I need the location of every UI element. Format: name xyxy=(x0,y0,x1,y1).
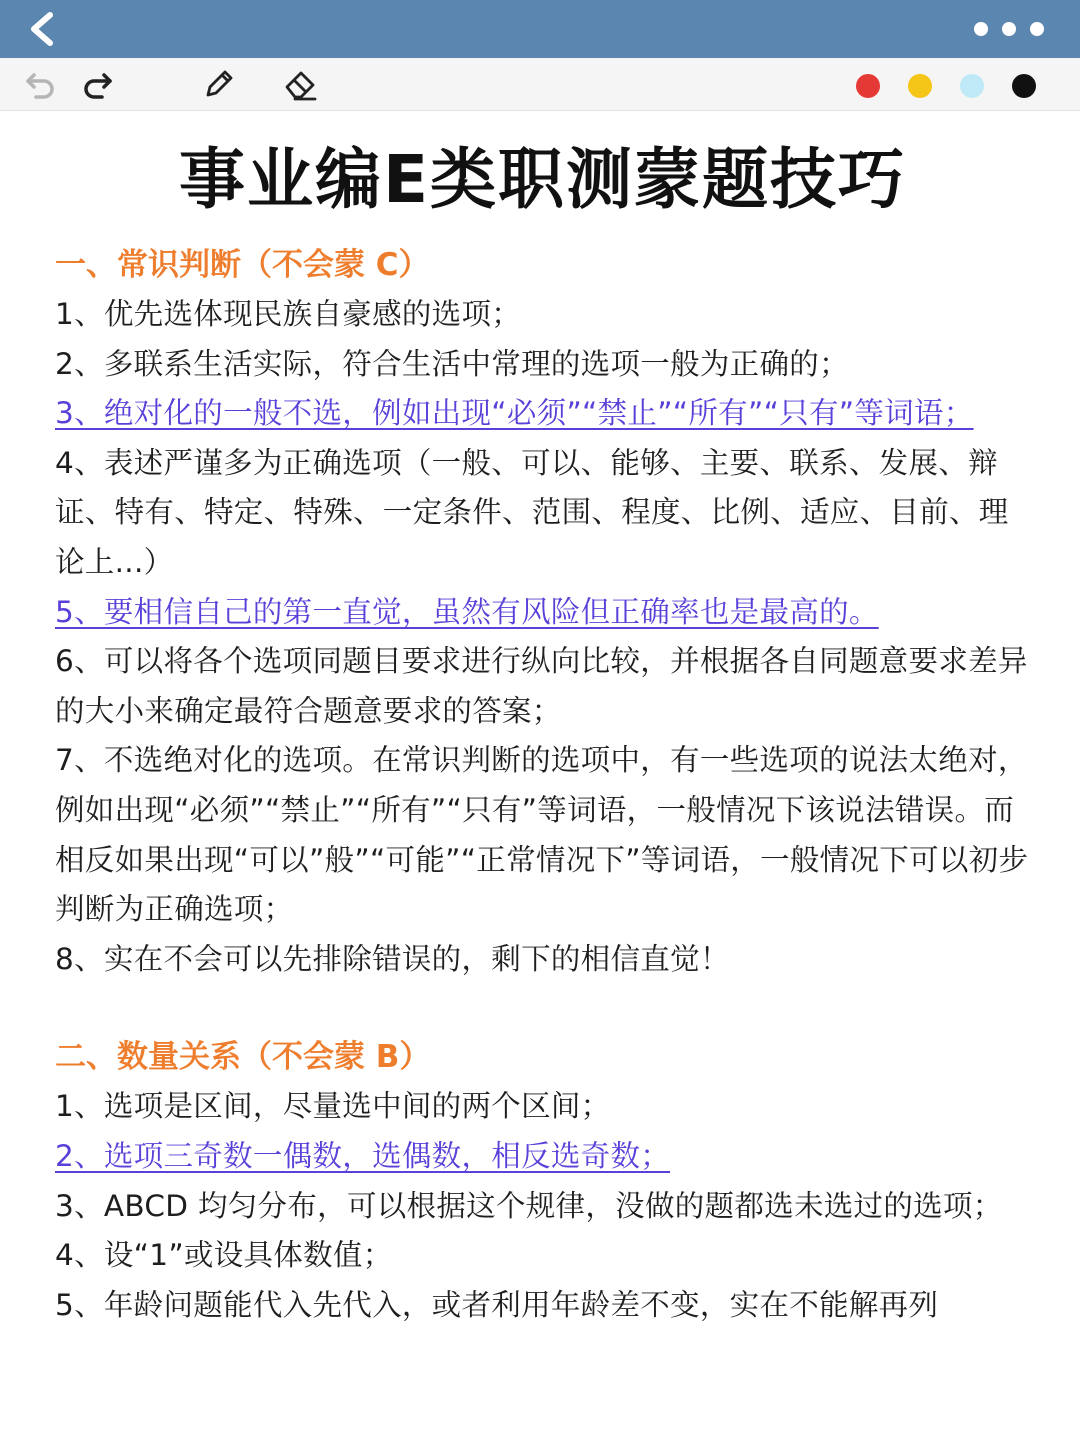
section-common-sense xyxy=(55,240,1030,984)
top-bar xyxy=(0,0,1080,58)
list-item: 3、ABCD 均匀分布，可以根据这个规律，没做的题都选未选过的选项； xyxy=(55,1188,1003,1223)
list-item-link[interactable]: 3、绝对化的一般不选，例如出现“必须”“禁止”“所有”“只有”等词语； xyxy=(55,396,974,431)
section-heading: 一、常识判断（不会蒙 C） xyxy=(55,247,430,283)
section-heading: 二、数量关系（不会蒙 B） xyxy=(55,1039,431,1076)
list-item: 6、可以将各个选项同题目要求进行纵向比较，并根据各自同题意要求差异的大小来确定最符合题意要求的答案； xyxy=(55,644,1028,728)
eraser-icon xyxy=(281,66,319,102)
list-item: 5、年龄问题能代入先代入，或者利用年龄差不变，实在不能解再列 xyxy=(55,1287,939,1322)
more-dots-icon xyxy=(974,22,988,36)
color-swatch-red[interactable] xyxy=(856,74,880,98)
pencil-icon xyxy=(200,66,236,102)
back-button[interactable] xyxy=(18,6,64,52)
list-item: 1、选项是区间，尽量选中间的两个区间； xyxy=(55,1089,611,1124)
pen-tool[interactable] xyxy=(198,64,238,104)
list-item: 2、多联系生活实际，符合生活中常理的选项一般为正确的； xyxy=(55,346,849,381)
color-swatch-yellow[interactable] xyxy=(908,74,932,98)
list-item: 4、表述严谨多为正确选项（一般、可以、能够、主要、联系、发展、辩证、特有、特定、特殊、一定条件、范围、程度、比例、适应、目前、理论上...） xyxy=(55,445,1009,579)
color-swatch-black[interactable] xyxy=(1012,74,1036,98)
redo-button[interactable] xyxy=(78,64,118,104)
list-item: 4、设“1”或设具体数值； xyxy=(55,1238,393,1273)
undo-icon xyxy=(24,69,56,99)
list-item: 1、优先选体现民族自豪感的选项； xyxy=(55,297,522,331)
list-item: 8、实在不会可以先排除错误的，剩下的相信直觉！ xyxy=(55,941,730,976)
note-content xyxy=(55,110,1030,1330)
list-item: 7、不选绝对化的选项。在常识判断的选项中，有一些选项的说法太绝对，例如出现“必须”“禁止”“所有”“只有”等词语，一般情况下该说法错误。而相反如果出现“可以”般”“可能”“正常情况下”等词语，一般情况下可以初步判断为正确选项； xyxy=(55,743,1029,927)
more-button[interactable] xyxy=(974,14,1044,44)
color-swatch-light-blue[interactable] xyxy=(960,74,984,98)
redo-icon xyxy=(82,69,114,99)
list-item-link[interactable]: 2、选项三奇数一偶数，选偶数，相反选奇数； xyxy=(55,1138,671,1173)
chevron-left-icon xyxy=(26,12,56,46)
list-item-link[interactable]: 5、要相信自己的第一直觉，虽然有风险但正确率也是最高的。 xyxy=(55,594,879,629)
eraser-tool[interactable] xyxy=(280,64,320,104)
section-quantitative xyxy=(55,1032,1030,1330)
undo-button[interactable] xyxy=(20,64,60,104)
page-title: 事业编E类职测蒙题技巧 xyxy=(178,141,907,218)
